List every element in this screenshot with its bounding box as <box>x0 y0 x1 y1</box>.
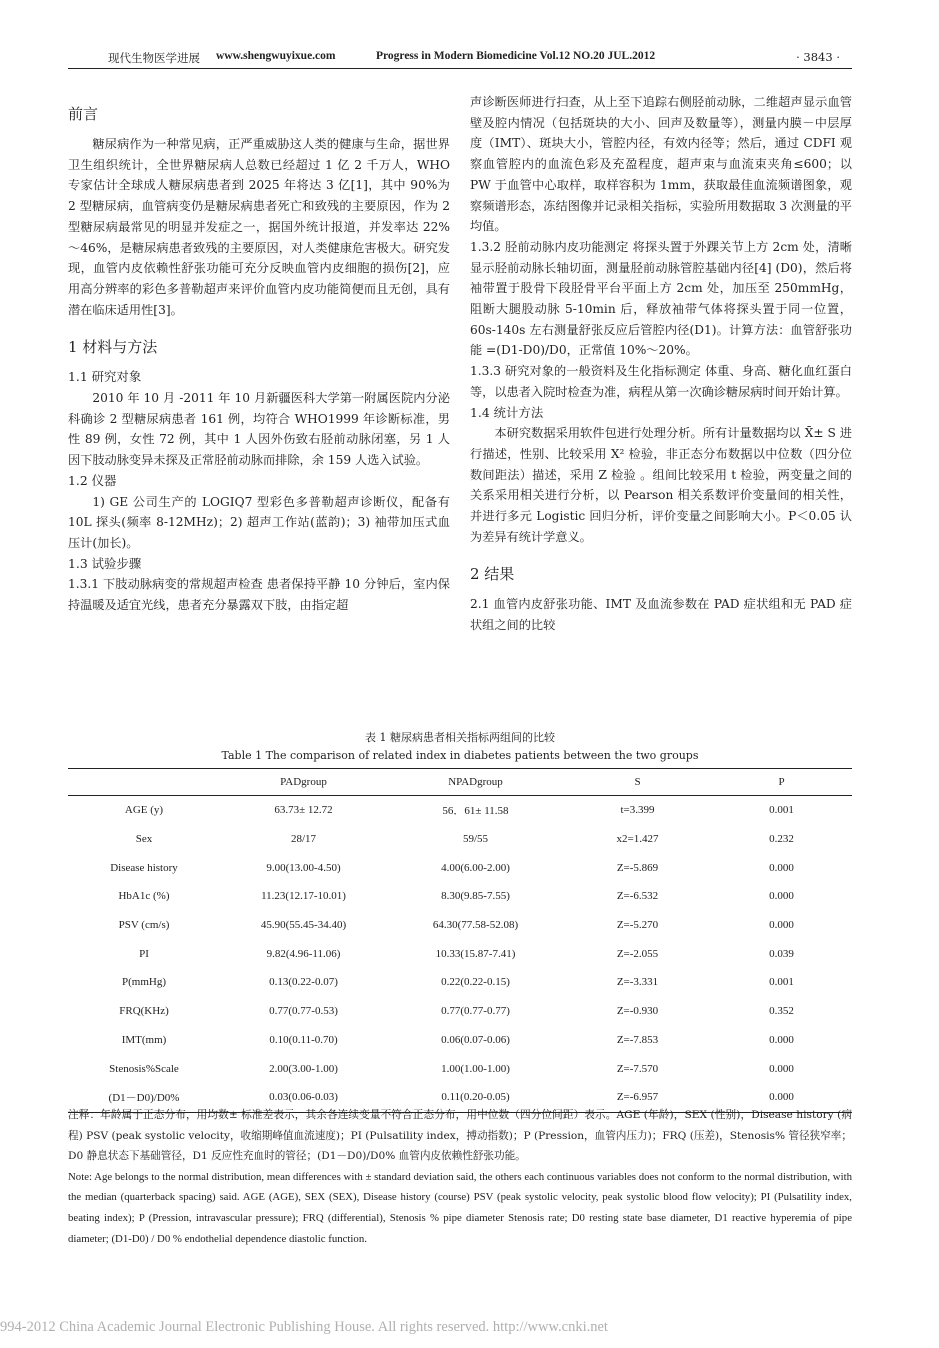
stat-value: Z=-7.570 <box>616 1062 659 1075</box>
table-note-cn: 注释：年龄属于正态分布，用均数± 标准差表示，其余各连续变量不符合正态分布，用中位数（四分位间距）表示。AGE (年龄)，SEX (性别)，Disease history (病程) PSV (peak systolic velocity，收缩期峰值血流速度)；PI (Pulsatility index，搏动指数)；P (Pression，血管内压力)；FRQ (压差)，Stenosis% 管径狭窄率；D0 静息状态下基础管径，D1 反应性充血时的管径；(D1－D0)/D0% 血管内皮依赖性舒张功能。 <box>68 1109 852 1163</box>
journal-website: www.shengwuyixue.com <box>216 50 336 62</box>
pad-value: 9.00(13.00-4.50) <box>266 861 341 874</box>
row-label: AGE (y) <box>124 804 164 817</box>
table-header-cell: PADgroup <box>280 776 327 788</box>
table-row <box>68 939 852 968</box>
npad-value: 8.30(9.85-7.55) <box>441 890 510 903</box>
table-row <box>68 825 852 854</box>
table-header-row <box>68 769 852 796</box>
stat-value: Z=-7.853 <box>616 1033 659 1046</box>
section-1-heading: 1 材料与方法 <box>68 338 158 357</box>
table-row <box>68 796 852 825</box>
pad-value: 0.10(0.11-0.70) <box>269 1033 338 1046</box>
table-note-en: Note: Age belongs to the normal distribution, mean differences with ± standard deviation said, the others each continuous variables does not conform to the normal distribution, with the median (quarterback spacing) said. AGE (AGE), SEX (SEX), Disease history (course) PSV (peak systolic velocity, peak systolic blood flow velocity); PI (Pulsatility index, beating index); P (Pression, intravascular pressure); FRQ (differential), Stenosis % pipe diameter Stenosis rate; D0 resting state base diameter, D1 reactive hyperemia of pipe diameter; (D1-D0) / D0 % endothelial dependence diastolic function. <box>68 1170 852 1245</box>
p-value: 0.001 <box>769 976 794 989</box>
pad-value: 0.77(0.77-0.53) <box>269 1005 338 1018</box>
stat-value: Z=-5.270 <box>616 919 659 932</box>
section-2-heading: 2 结果 <box>470 565 515 584</box>
table-header-cell: S <box>634 776 641 788</box>
p-value: 0.000 <box>769 890 794 903</box>
row-label: Disease history <box>110 861 178 874</box>
section-1-3-3-paragraph: 1.3.3 研究对象的一般资料及生化指标测定 体重、身高、糖化血红蛋白等，以患者入院时检查为准，病程从第一次确诊糖尿病时间开始计算。 <box>470 364 852 399</box>
p-value: 0.000 <box>769 919 794 932</box>
pad-value: 0.13(0.22-0.07) <box>269 976 338 989</box>
npad-value: 0.11(0.20-0.05) <box>441 1091 510 1104</box>
preface-paragraph: 糖尿病作为一种常见病，正严重威胁这人类的健康与生命，据世界卫生组织统计，全世界糖尿病人总数已经超过 1 亿 2 千万人，WHO 专家估计全球成人糖尿病患者到 2025 年将达 3 亿[1]，其中 90%为 2 型糖尿病，血管病变仍是糖尿病患者死亡和致残的主要原因，作为 2 型糖尿病最常见的明显并发症之一，据国外统计报道，并发率达 22%～46%，是糖尿病患者致残的主要原因，对人类健康危害极大。研究发现，血管内皮依赖性舒张功能可充分反映血管内皮细胞的损伤[2]，应用高分辨率的彩色多普勒超声来评价血管内皮功能简便而且无创，具有潜在临床适用性[3]。 <box>68 137 450 317</box>
row-label: HbA1c (%) <box>118 890 170 903</box>
stat-value: x2=1.427 <box>616 833 659 846</box>
table-row <box>68 911 852 940</box>
publisher-footer: 994-2012 China Academic Journal Electronic Publishing House. All rights reserved. http://www.cnki.net <box>0 1319 608 1335</box>
p-value: 0.039 <box>769 947 794 960</box>
row-label: P(mmHg) <box>122 976 166 989</box>
preface-heading: 前言 <box>68 105 99 123</box>
journal-name-en: Progress in Modern Biomedicine Vol.12 NO.20 JUL.2012 <box>376 50 656 62</box>
row-label: PI <box>139 947 149 960</box>
table-row <box>68 853 852 882</box>
pad-value: 2.00(3.00-1.00) <box>269 1062 338 1075</box>
npad-value: 59/55 <box>462 833 489 846</box>
pad-value: 11.23(12.17-10.01) <box>261 890 346 903</box>
p-value: 0.352 <box>769 1005 794 1018</box>
table-caption-cn: 表 1 糖尿病患者相关指标两组间的比较 <box>365 731 555 744</box>
row-label: IMT(mm) <box>121 1033 167 1046</box>
pad-value: 0.03(0.06-0.03) <box>269 1091 338 1104</box>
npad-value: 64.30(77.58-52.08) <box>432 919 519 932</box>
section-1-3-heading: 1.3 试验步骤 <box>68 555 142 571</box>
pad-value: 63.73± 12.72 <box>274 804 333 817</box>
running-header <box>68 48 852 69</box>
page-number: · 3843 · <box>796 50 840 64</box>
pad-value: 28/17 <box>290 833 317 846</box>
p-value: 0.232 <box>769 833 794 846</box>
stat-value: Z=-5.869 <box>616 861 659 874</box>
journal-name-cn: 现代生物医学进展 <box>108 51 200 65</box>
section-1-3-2-paragraph: 1.3.2 胫前动脉内皮功能测定 将探头置于外踝关节上方 2cm 处，清晰显示胫前动脉长轴切面，测量胫前动脉管腔基础内径[4] (D0)，然后将袖带置于股骨下段胫骨平台平面上方 2cm 处，加压至 250mmHg，阻断大腿股动脉 5-10min 后，释放袖带气体将探头置于同一位置，60s-140s 左右测量舒张反应后管腔内径(D1)。计算方法：血管舒张功能 =(D1-D0)/D0，正常值 10%～20%。 <box>470 239 852 358</box>
table-row <box>68 1054 852 1083</box>
npad-value: 1.00(1.00-1.00) <box>441 1062 510 1075</box>
stat-value: Z=-6.957 <box>616 1091 659 1104</box>
stat-value: Z=-6.532 <box>616 890 659 903</box>
section-1-2-paragraph: 1) GE 公司生产的 LOGIQ7 型彩色多普勒超声诊断仪，配备有 10L 探头(频率 8-12MHz)；2) 超声工作站(蓝韵)；3) 袖带加压式血压计(加长)。 <box>68 494 450 550</box>
table-header-cell <box>68 769 220 796</box>
stat-value: Z=-0.930 <box>616 1005 659 1018</box>
section-1-3-1-continued: 声诊断医师进行扫查，从上至下追踪右侧胫前动脉，二维超声显示血管壁及腔内情况（包括斑块的大小、回声及数量等），测量内膜－中层厚度（IMT）、斑块大小，管腔内径，有效内径等；然后，通过 CDFI 观察血管腔内的血流色彩及充盈程度，超声束与血流束夹角≤600；以 PW 于血管中心取样，取样容积为 1mm，获取最佳血流频谱图象，观察频谱形态，冻结图像并记录相关指标，实验所用数据取 3 次测量的平均值。 <box>470 95 852 234</box>
section-1-3-1-paragraph: 1.3.1 下肢动脉病变的常规超声检查 患者保持平静 10 分钟后，室内保持温暖及适宜光线，患者充分暴露双下肢，由指定超 <box>68 577 450 613</box>
row-label: PSV (cm/s) <box>118 919 170 932</box>
comparison-table <box>68 768 852 1113</box>
pad-value: 45.90(55.45-34.40) <box>260 919 347 932</box>
section-1-2-heading: 1.2 仪器 <box>68 472 117 488</box>
row-label: FRQ(KHz) <box>119 1005 169 1018</box>
section-1-1-heading: 1.1 研究对象 <box>68 369 142 385</box>
p-value: 0.000 <box>769 1062 794 1075</box>
p-value: 0.000 <box>769 1033 794 1046</box>
npad-value: 0.22(0.22-0.15) <box>441 976 510 989</box>
table-row <box>68 968 852 997</box>
table-row <box>68 1026 852 1055</box>
row-label: (D1－D0)/D0% <box>108 1092 180 1105</box>
table-notes <box>68 1105 852 1249</box>
table-row <box>68 882 852 911</box>
p-value: 0.000 <box>769 1091 794 1104</box>
row-label: Stenosis%Scale <box>109 1062 179 1075</box>
section-2-1-heading: 2.1 血管内皮舒张功能、IMT 及血流参数在 PAD 症状组和无 PAD 症状组之间的比较 <box>470 597 852 633</box>
stat-value: t=3.399 <box>620 804 655 817</box>
npad-value: 0.06(0.07-0.06) <box>441 1033 510 1046</box>
p-value: 0.000 <box>769 861 794 874</box>
stat-value: Z=-2.055 <box>616 947 659 960</box>
pad-value: 9.82(4.96-11.06) <box>266 947 341 960</box>
p-value: 0.001 <box>769 804 794 817</box>
table-row <box>68 997 852 1026</box>
npad-value: 56．61± 11.58 <box>442 805 509 818</box>
npad-value: 0.77(0.77-0.77) <box>441 1005 510 1018</box>
table-1 <box>68 729 852 1113</box>
section-1-4-heading: 1.4 统计方法 <box>470 404 544 420</box>
left-column <box>68 96 450 616</box>
table-header-cell: P <box>778 776 785 788</box>
row-label: Sex <box>135 833 153 846</box>
stat-value: Z=-3.331 <box>616 976 659 989</box>
right-column <box>470 92 852 636</box>
npad-value: 4.00(6.00-2.00) <box>441 861 510 874</box>
npad-value: 10.33(15.87-7.41) <box>435 947 516 960</box>
table-caption-en: Table 1 The comparison of related index in diabetes patients between the two groups <box>221 749 699 762</box>
section-1-1-paragraph: 2010 年 10 月 -2011 年 10 月新疆医科大学第一附属医院内分泌科确诊 2 型糖尿病患者 161 例，均符合 WHO1999 年诊断标准，男性 89 例，女性 72 例，其中 1 人因外伤致右胫前动脉闭塞，另 1 人因下肢动脉变异未探及正常胫前动脉而排除，余 159 人选入试验。 <box>68 391 450 468</box>
table-header-cell: NPADgroup <box>448 776 503 788</box>
section-1-4-paragraph: 本研究数据采用软件包进行处理分析。所有计量数据均以 X̄± S 进行描述，性别、比较采用 X² 检验，非正态分布数据以中位数（四分位数间距法）描述，采用 Z 检验 。组间比较采用 t 检验，两变量之间的关系采用相关进行分析，以 Pearson 相关系数评价变量间的相关性，并进行多元 Logistic 回归分析，评价变量之间影响大小。P＜0.05 认为差异有统计学意义。 <box>470 426 852 544</box>
